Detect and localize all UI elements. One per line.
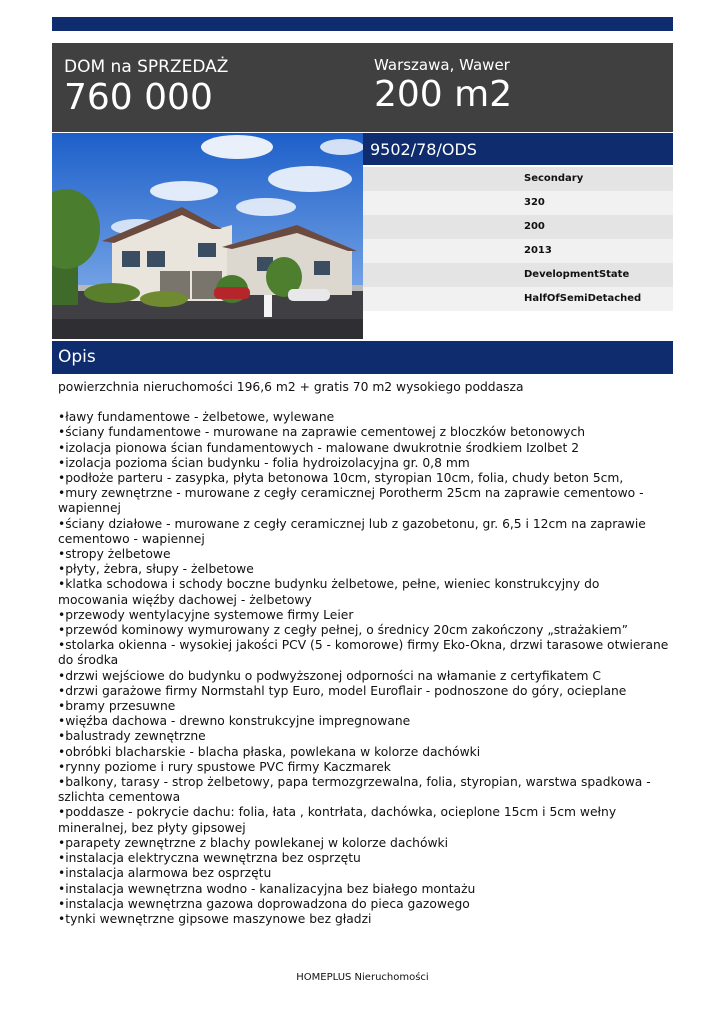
- feature-item: •przewód kominowy wymurowany z cegły pełnej, o średnicy 20cm zakończony „strażakiem”: [58, 623, 629, 638]
- feature-item: •instalacja wewnętrzna gazowa doprowadzona do pieca gazowego: [58, 896, 470, 911]
- feature-item: •ściany działowe - murowane z cegły ceramicznej lub z gazobetonu, gr. 6,5 i 12cm na zaprawie cementowo - wapiennej: [58, 516, 646, 546]
- listing-area: 200 m2: [374, 74, 513, 115]
- feature-item: •obróbki blacharskie - blacha płaska, powlekana w kolorze dachówki: [58, 744, 481, 759]
- description-section-bar: [52, 341, 673, 374]
- feature-item: •klatka schodowa i schody boczne budynku żelbetowe, pełne, wieniec konstrukcyjny do mocowania więźby dachowej - żelbetowy: [58, 577, 600, 607]
- feature-item: •ściany fundamentowe - murowane na zaprawie cementowej z bloczków betonowych: [58, 425, 586, 440]
- feature-item: •drzwi wejściowe do budynku o podwyższonej odporności na włamanie z certyfikatem C: [58, 668, 601, 683]
- attribute-row: [363, 263, 673, 287]
- attribute-value: 200: [524, 221, 545, 232]
- attribute-value: 320: [524, 197, 545, 208]
- feature-item: •izolacja pozioma ścian budynku - folia hydroizolacyjna gr. 0,8 mm: [58, 455, 470, 470]
- property-photo: [52, 133, 363, 339]
- attribute-row: [363, 167, 673, 191]
- attribute-value: 2013: [524, 245, 552, 256]
- feature-item: •stropy żelbetowe: [58, 547, 171, 562]
- feature-item: •tynki wewnętrzne gipsowe maszynowe bez gładzi: [58, 911, 372, 926]
- description: [58, 380, 670, 927]
- feature-item: •rynny poziome i rury spustowe PVC firmy Kaczmarek: [58, 759, 391, 774]
- attribute-value: DevelopmentState: [524, 269, 630, 280]
- feature-item: •podłoże parteru - zasypka, płyta betonowa 10cm, styropian 10cm, folia, chudy beton 5cm,: [58, 471, 624, 486]
- feature-item: •izolacja pionowa ścian fundamentowych - malowane dwukrotnie środkiem Izolbet 2: [58, 440, 580, 455]
- footer-agency: HOMEPLUS Nieruchomości: [296, 972, 429, 983]
- feature-item: •poddasze - pokrycie dachu: folia, łata , kontrłata, dachówka, ocieplone 15cm i 5cm wełny mineralnej, bez płyty gipsowej: [58, 805, 617, 835]
- attribute-row: [363, 287, 673, 311]
- feature-item: •ławy fundamentowe - żelbetowe, wylewane: [58, 410, 335, 425]
- reference-number: 9502/78/ODS: [370, 140, 477, 159]
- feature-item: •parapety zewnętrzne z blachy powlekanej w kolorze dachówki: [58, 835, 449, 850]
- section-title: Opis: [58, 347, 96, 367]
- attribute-row: [363, 239, 673, 263]
- listing-header: [52, 43, 673, 132]
- listing-type: DOM na SPRZEDAŻ: [64, 57, 229, 77]
- feature-list: [58, 410, 670, 927]
- feature-item: •drzwi garażowe firmy Normstahl typ Euro, model Euroflair - podnoszone do góry, ocieplane: [58, 683, 627, 698]
- feature-item: •balustrady zewnętrzne: [58, 729, 206, 744]
- top-accent-bar: [52, 17, 673, 31]
- attributes-table: [363, 167, 673, 311]
- feature-item: •instalacja wewnętrzna wodno - kanalizacyjna bez białego montażu: [58, 881, 476, 896]
- reference-bar: [363, 133, 673, 165]
- attribute-row: [363, 191, 673, 215]
- listing-price: 760 000: [64, 77, 213, 118]
- feature-item: •przewody wentylacyjne systemowe firmy Leier: [58, 607, 354, 622]
- feature-item: •instalacja alarmowa bez osprzętu: [58, 866, 272, 881]
- description-intro: powierzchnia nieruchomości 196,6 m2 + gratis 70 m2 wysokiego poddasza: [58, 380, 524, 394]
- feature-item: •stolarka okienna - wysokiej jakości PCV (5 - komorowe) firmy Eko-Okna, drzwi tarasowe otwierane do środka: [58, 638, 669, 668]
- feature-item: •balkony, tarasy - strop żelbetowy, papa termozgrzewalna, folia, styropian, warstwa spadkowa - szlichta cementowa: [58, 775, 651, 805]
- feature-item: •bramy przesuwne: [58, 699, 176, 714]
- attribute-value: HalfOfSemiDetached: [524, 293, 642, 304]
- attribute-value: Secondary: [524, 173, 584, 184]
- listing-location: Warszawa, Wawer: [374, 56, 510, 74]
- feature-item: •mury zewnętrzne - murowane z cegły ceramicznej Porotherm 25cm na zaprawie cementowo - wapiennej: [58, 486, 644, 516]
- feature-item: •płyty, żebra, słupy - żelbetowe: [58, 562, 254, 577]
- feature-item: •więźba dachowa - drewno konstrukcyjne impregnowane: [58, 714, 411, 729]
- attribute-row: [363, 215, 673, 239]
- feature-item: •instalacja elektryczna wewnętrzna bez osprzętu: [58, 851, 361, 866]
